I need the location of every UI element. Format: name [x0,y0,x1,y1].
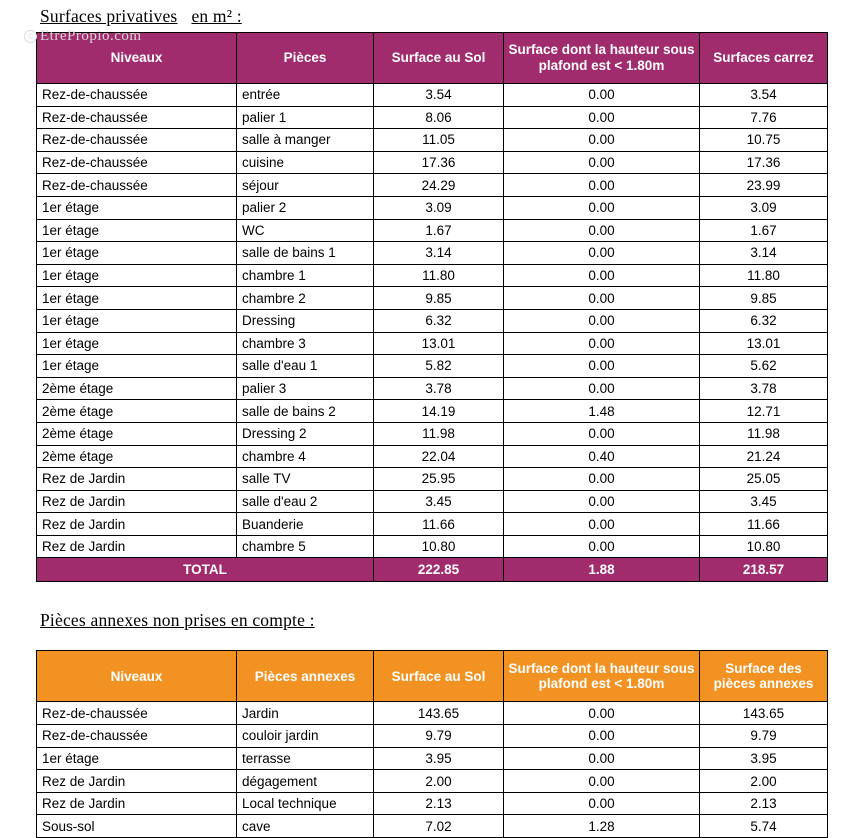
cell-room: salle de bains 1 [237,242,374,265]
cell-surface-sol: 11.98 [374,422,504,445]
col-header-surfaces-carrez: Surfaces carrez [700,33,828,84]
cell-room: Jardin [237,702,374,725]
cell-level: Rez de Jardin [37,770,237,793]
cell-surface-sol: 6.32 [374,309,504,332]
table-row [37,400,828,423]
cell-surface-sol: 3.09 [374,196,504,219]
cell-surface-basse: 0.00 [504,725,700,748]
cell-room: couloir jardin [237,725,374,748]
annex-header-row [37,651,828,702]
cell-surface-basse: 0.00 [504,792,700,815]
cell-surface-sol: 9.79 [374,725,504,748]
annex-table-body [37,702,828,838]
cell-level: 1er étage [37,309,237,332]
cell-level: 1er étage [37,332,237,355]
cell-room: cuisine [237,151,374,174]
cell-surface-basse: 0.40 [504,445,700,468]
cell-surface-sol: 11.05 [374,129,504,152]
cell-level: Rez-de-chaussée [37,129,237,152]
cell-level: Rez de Jardin [37,513,237,536]
cell-surface-sol: 3.95 [374,747,504,770]
cell-surface-basse: 0.00 [504,129,700,152]
cell-surface-sol: 8.06 [374,106,504,129]
cell-surface-carrez: 6.32 [700,309,828,332]
watermark-text: EtrePropio.com [40,28,142,44]
table-row [37,196,828,219]
annex-rooms-table [36,650,828,838]
table-row [37,84,828,107]
annex-table-head [37,651,828,702]
cell-surface-basse: 0.00 [504,355,700,378]
cell-surface-basse: 0.00 [504,309,700,332]
cell-level: Rez de Jardin [37,468,237,491]
cell-surface-carrez: 10.80 [700,535,828,558]
cell-level: Rez-de-chaussée [37,725,237,748]
col-header-hauteur-sous-plafond-annexes: Surface dont la hauteur sous plafond est < 1.80m [504,651,700,702]
table-row [37,490,828,513]
total-surface-sol: 222.85 [374,558,504,582]
cell-surface-sol: 3.54 [374,84,504,107]
table-row [37,174,828,197]
cell-surface-carrez: 7.76 [700,106,828,129]
private-surfaces-table [36,32,828,582]
table-row [37,445,828,468]
cell-level: 2ème étage [37,377,237,400]
table-row [37,287,828,310]
cell-level: Rez de Jardin [37,792,237,815]
cell-surface-carrez: 23.99 [700,174,828,197]
cell-level: 1er étage [37,747,237,770]
cell-level: 1er étage [37,242,237,265]
cell-level: Rez-de-chaussée [37,702,237,725]
cell-room: chambre 5 [237,535,374,558]
table-row [37,309,828,332]
cell-level: 1er étage [37,219,237,242]
cell-surface-basse: 0.00 [504,242,700,265]
cell-level: 1er étage [37,355,237,378]
cell-room: chambre 1 [237,264,374,287]
cell-surface-sol: 9.85 [374,287,504,310]
cell-surface-carrez: 11.98 [700,422,828,445]
cell-surface-basse: 0.00 [504,106,700,129]
cell-surface-carrez: 3.09 [700,196,828,219]
col-header-hauteur-sous-plafond: Surface dont la hauteur sous plafond est < 1.80m [504,33,700,84]
cell-surface-sol: 143.65 [374,702,504,725]
cell-surface-sol: 10.80 [374,535,504,558]
cell-surface-sol: 11.66 [374,513,504,536]
cell-surface-basse: 0.00 [504,747,700,770]
table-row [37,129,828,152]
cell-room: chambre 3 [237,332,374,355]
annex-rooms-title-text: Pièces annexes non prises en compte : [40,610,315,631]
cell-surface-carrez: 13.01 [700,332,828,355]
cell-surface-carrez: 25.05 [700,468,828,491]
cell-level: Rez-de-chaussée [37,106,237,129]
cell-surface-sol: 17.36 [374,151,504,174]
private-table-body [37,84,828,582]
table-row [37,242,828,265]
col-header-niveaux-annexes: Niveaux [37,651,237,702]
cell-room: salle d'eau 1 [237,355,374,378]
copyright-icon: © [24,30,37,43]
col-header-niveaux: Niveaux [37,33,237,84]
cell-surface-sol: 13.01 [374,332,504,355]
cell-surface-basse: 0.00 [504,513,700,536]
table-row [37,468,828,491]
table-row [37,747,828,770]
table-row [37,264,828,287]
cell-surface-carrez: 17.36 [700,151,828,174]
cell-room: Buanderie [237,513,374,536]
cell-surface-basse: 0.00 [504,287,700,310]
table-row [37,535,828,558]
table-row [37,815,828,838]
cell-level: 1er étage [37,196,237,219]
cell-level: 2ème étage [37,445,237,468]
cell-room: WC [237,219,374,242]
annex-rooms-title [34,604,826,636]
cell-level: 1er étage [37,264,237,287]
cell-room: salle de bains 2 [237,400,374,423]
cell-surface-carrez: 10.75 [700,129,828,152]
cell-level: Sous-sol [37,815,237,838]
cell-surface-sol: 3.14 [374,242,504,265]
table-row [37,151,828,174]
private-table-head [37,33,828,84]
cell-surface-carrez: 11.66 [700,513,828,536]
col-header-pieces: Pièces [237,33,374,84]
total-surface-carrez: 218.57 [700,558,828,582]
col-header-surface-sol: Surface au Sol [374,33,504,84]
cell-surface-basse: 0.00 [504,219,700,242]
table-row [37,513,828,536]
cell-surface-carrez: 3.78 [700,377,828,400]
cell-surface-sol: 3.78 [374,377,504,400]
cell-surface-carrez: 3.45 [700,490,828,513]
cell-room: salle d'eau 2 [237,490,374,513]
table-row [37,422,828,445]
cell-surface-sol: 25.95 [374,468,504,491]
cell-surface-sol: 2.13 [374,792,504,815]
table-row [37,770,828,793]
cell-room: Dressing [237,309,374,332]
cell-surface-annexe: 143.65 [700,702,828,725]
cell-surface-basse: 1.28 [504,815,700,838]
cell-level: 1er étage [37,287,237,310]
cell-room: séjour [237,174,374,197]
table-row [37,792,828,815]
cell-surface-carrez: 3.54 [700,84,828,107]
cell-surface-sol: 5.82 [374,355,504,378]
cell-surface-sol: 7.02 [374,815,504,838]
cell-room: palier 1 [237,106,374,129]
cell-surface-sol: 24.29 [374,174,504,197]
cell-surface-basse: 0.00 [504,490,700,513]
col-header-surface-pieces-annexes: Surface des pièces annexes [700,651,828,702]
cell-surface-carrez: 1.67 [700,219,828,242]
cell-surface-carrez: 12.71 [700,400,828,423]
cell-surface-sol: 11.80 [374,264,504,287]
table-row [37,377,828,400]
cell-surface-sol: 14.19 [374,400,504,423]
cell-surface-sol: 2.00 [374,770,504,793]
cell-surface-basse: 0.00 [504,264,700,287]
table-row [37,332,828,355]
cell-room: dégagement [237,770,374,793]
table-row [37,725,828,748]
cell-surface-sol: 3.45 [374,490,504,513]
cell-room: salle à manger [237,129,374,152]
cell-room: Local technique [237,792,374,815]
cell-level: 2ème étage [37,422,237,445]
cell-surface-annexe: 5.74 [700,815,828,838]
cell-level: Rez de Jardin [37,490,237,513]
private-surfaces-title-unit: en m² : [191,6,242,26]
cell-room: palier 2 [237,196,374,219]
cell-surface-basse: 0.00 [504,151,700,174]
cell-room: entrée [237,84,374,107]
cell-surface-sol: 22.04 [374,445,504,468]
cell-surface-annexe: 2.13 [700,792,828,815]
cell-surface-carrez: 9.85 [700,287,828,310]
cell-room: palier 3 [237,377,374,400]
private-header-row [37,33,828,84]
cell-surface-basse: 0.00 [504,468,700,491]
cell-room: cave [237,815,374,838]
cell-surface-basse: 0.00 [504,196,700,219]
cell-surface-sol: 1.67 [374,219,504,242]
cell-room: terrasse [237,747,374,770]
cell-surface-basse: 1.48 [504,400,700,423]
col-header-surface-sol-annexes: Surface au Sol [374,651,504,702]
cell-room: Dressing 2 [237,422,374,445]
cell-surface-carrez: 5.62 [700,355,828,378]
cell-surface-basse: 0.00 [504,174,700,197]
title-spacer [34,636,826,650]
cell-level: Rez de Jardin [37,535,237,558]
cell-level: Rez-de-chaussée [37,151,237,174]
table-row [37,355,828,378]
table-row [37,106,828,129]
total-label: TOTAL [37,558,374,582]
cell-surface-annexe: 2.00 [700,770,828,793]
cell-room: chambre 4 [237,445,374,468]
cell-surface-annexe: 9.79 [700,725,828,748]
table-row [37,702,828,725]
cell-surface-basse: 0.00 [504,702,700,725]
col-header-pieces-annexes: Pièces annexes [237,651,374,702]
cell-surface-carrez: 3.14 [700,242,828,265]
total-row [37,558,828,582]
cell-surface-basse: 0.00 [504,84,700,107]
cell-surface-basse: 0.00 [504,332,700,355]
table-row [37,219,828,242]
cell-surface-basse: 0.00 [504,770,700,793]
total-surface-basse: 1.88 [504,558,700,582]
cell-level: Rez-de-chaussée [37,174,237,197]
cell-room: salle TV [237,468,374,491]
cell-room: chambre 2 [237,287,374,310]
cell-surface-basse: 0.00 [504,535,700,558]
cell-surface-annexe: 3.95 [700,747,828,770]
private-surfaces-title [34,0,826,32]
private-surfaces-title-text: Surfaces privatives [40,6,178,26]
cell-surface-carrez: 21.24 [700,445,828,468]
cell-surface-basse: 0.00 [504,422,700,445]
section-spacer [34,582,826,604]
cell-surface-basse: 0.00 [504,377,700,400]
cell-surface-carrez: 11.80 [700,264,828,287]
cell-level: Rez-de-chaussée [37,84,237,107]
cell-level: 2ème étage [37,400,237,423]
